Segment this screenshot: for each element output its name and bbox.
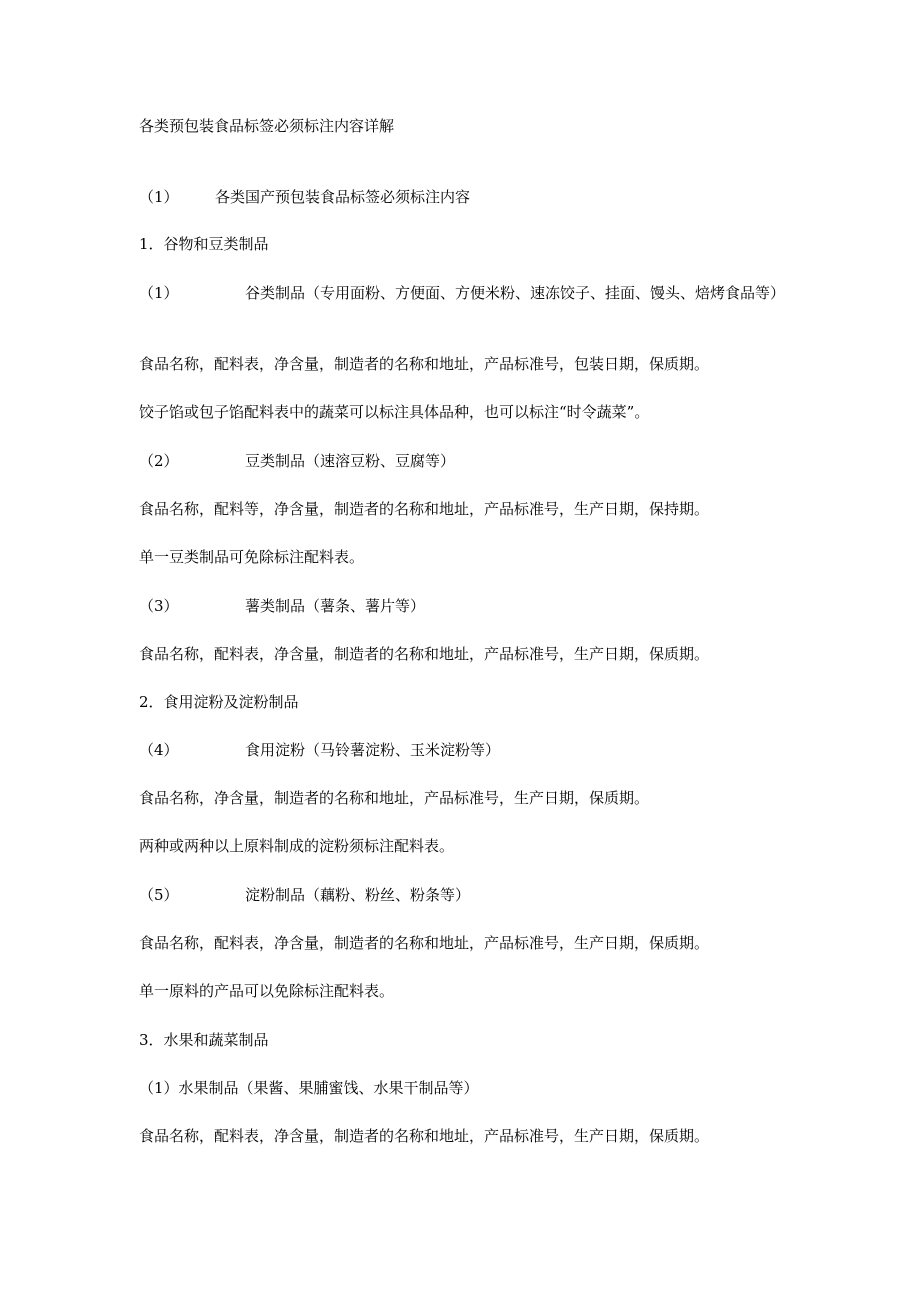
item-title: 谷类制品（专用面粉、方便面、方便米粉、速冻饺子、挂面、馒头、焙烤食品等） [245, 284, 786, 302]
item-number: （3） [139, 597, 179, 615]
paragraph: 饺子馅或包子馅配料表中的蔬菜可以标注具体品种，也可以标注“时令蔬菜”。 [139, 403, 650, 421]
section-heading [139, 186, 470, 208]
document-title: 各类预包装食品标签必须标注内容详解 [139, 117, 395, 135]
item-title: 食用淀粉（马铃薯淀粉、玉米淀粉等） [245, 741, 501, 759]
item-heading [139, 884, 470, 906]
item-title: 淀粉制品（藕粉、粉丝、粉条等） [245, 886, 471, 904]
item-title: 豆类制品（速溶豆粉、豆腐等） [245, 452, 456, 470]
item-heading [139, 595, 425, 617]
section-number: （1） [139, 188, 179, 206]
item-title: 水果制品（果酱、果脯蜜饯、水果干制品等） [178, 1079, 479, 1097]
item-number: （1） [139, 284, 179, 302]
item-number: （2） [139, 452, 179, 470]
paragraph: 食品名称，净含量，制造者的名称和地址，产品标准号，生产日期，保质期。 [139, 789, 650, 807]
paragraph: 两种或两种以上原料制成的淀粉须标注配料表。 [139, 837, 455, 855]
item-number: （1） [139, 1079, 179, 1097]
paragraph: 食品名称，配料表，净含量，制造者的名称和地址，产品标准号，生产日期，保质期。 [139, 934, 710, 952]
category-heading: 1．谷物和豆类制品 [139, 235, 269, 253]
category-heading: 3．水果和蔬菜制品 [139, 1031, 269, 1049]
item-heading [139, 450, 455, 472]
item-number: （4） [139, 741, 179, 759]
paragraph: 食品名称，配料表，净含量，制造者的名称和地址，产品标准号，生产日期，保质期。 [139, 645, 710, 663]
paragraph: 食品名称，配料表，净含量，制造者的名称和地址，产品标准号，包装日期，保质期。 [139, 355, 710, 373]
item-number: （5） [139, 886, 179, 904]
paragraph: 单一原料的产品可以免除标注配料表。 [139, 982, 395, 1000]
paragraph: 食品名称，配料表，净含量，制造者的名称和地址，产品标准号，生产日期，保质期。 [139, 1127, 710, 1145]
item-title: 薯类制品（薯条、薯片等） [245, 597, 426, 615]
paragraph: 单一豆类制品可免除标注配料表。 [139, 548, 365, 566]
category-heading: 2．食用淀粉及淀粉制品 [139, 693, 299, 711]
section-heading-text: 各类国产预包装食品标签必须标注内容 [215, 188, 471, 206]
paragraph: 食品名称，配料等，净含量，制造者的名称和地址，产品标准号，生产日期，保持期。 [139, 500, 710, 518]
item-heading [139, 739, 500, 761]
item-heading [139, 1077, 479, 1099]
item-heading [139, 282, 799, 304]
